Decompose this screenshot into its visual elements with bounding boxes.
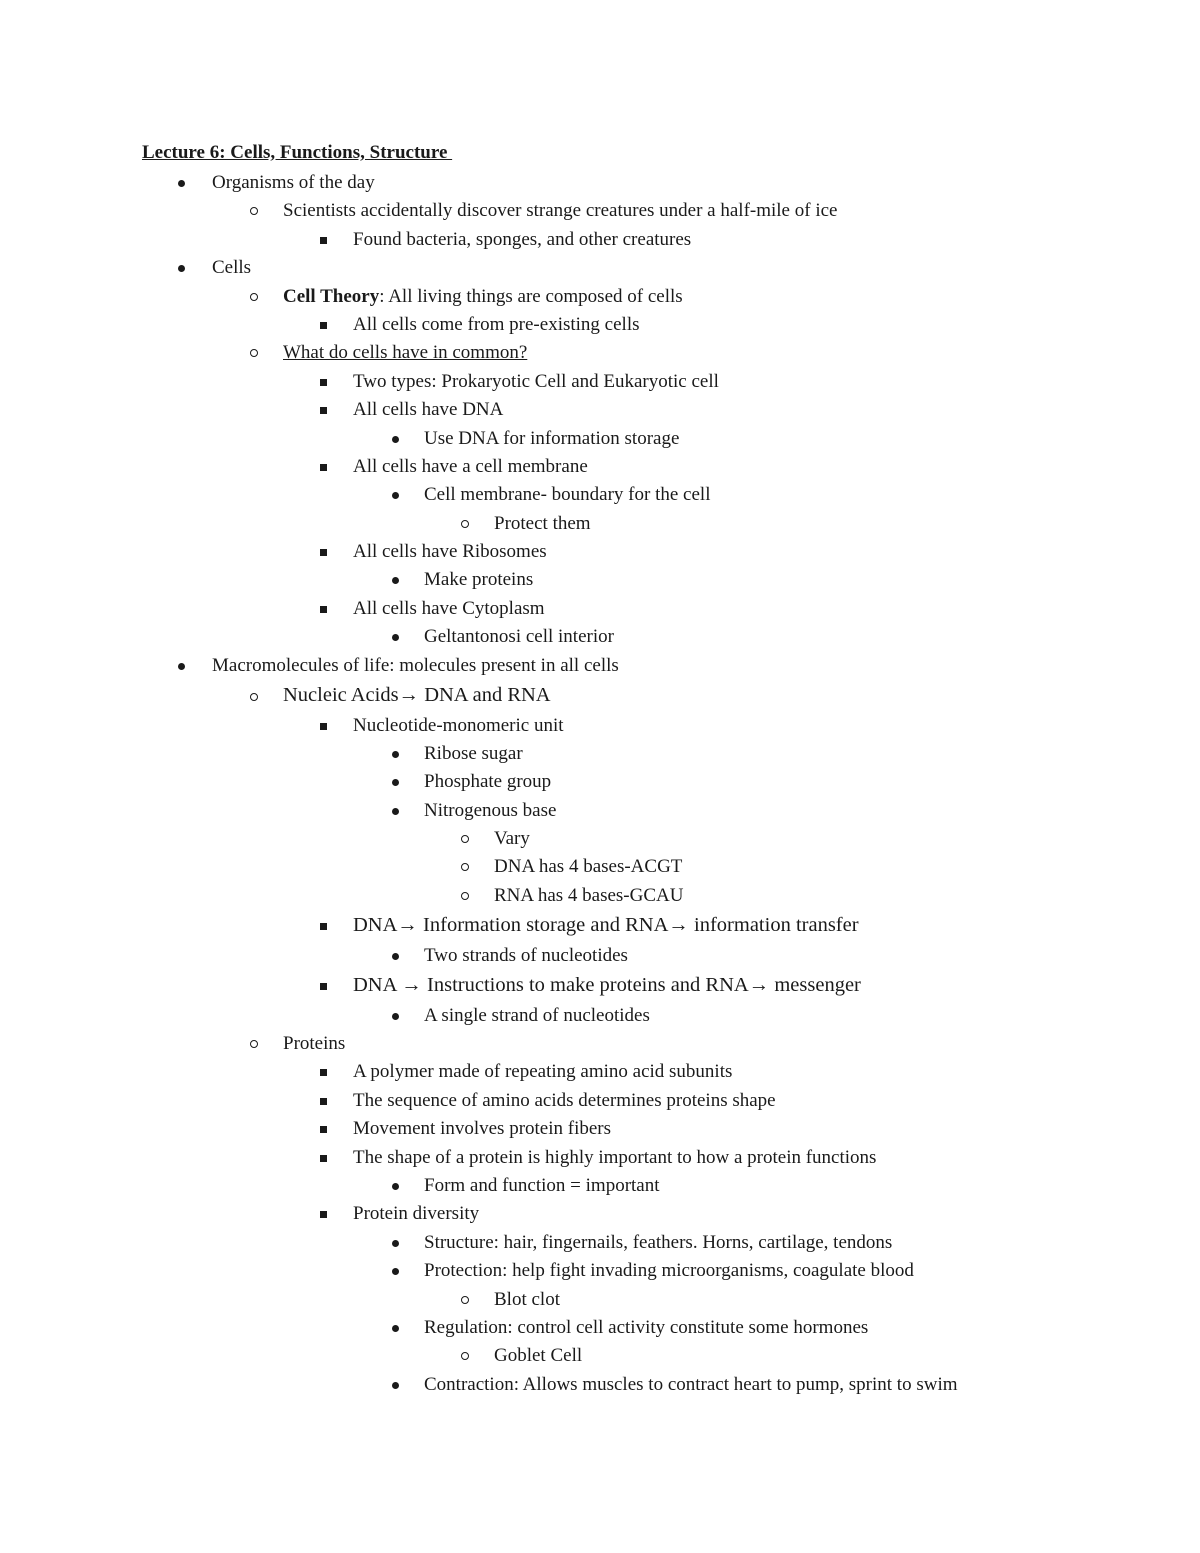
list-item-text: All cells have a cell membrane xyxy=(353,455,588,477)
list-item-text: Found bacteria, sponges, and other creatures xyxy=(353,228,692,250)
list-item-text: Form and function = important xyxy=(424,1175,660,1196)
list-item xyxy=(0,825,1200,853)
list-item-text: Goblet Cell xyxy=(494,1345,583,1367)
list-item xyxy=(0,882,1200,910)
list-item-text: Structure: hair, fingernails, feathers. Horns, cartilage, tendons xyxy=(424,1231,893,1253)
list-item-text: Regulation: control cell activity constitute some hormones xyxy=(424,1316,869,1338)
list-item xyxy=(0,1314,1200,1342)
list-item xyxy=(0,680,1200,712)
list-item-text: The sequence of amino acids determines proteins shape xyxy=(353,1089,776,1111)
list-item xyxy=(0,1172,1200,1200)
list-item xyxy=(0,623,1200,651)
list-item xyxy=(0,538,1200,566)
list-item xyxy=(0,712,1200,740)
list-item xyxy=(0,1058,1200,1086)
list-item-text xyxy=(283,339,527,367)
list-item xyxy=(0,283,1200,311)
list-item-text: DNA→ Information storage and RNA→ information transfer xyxy=(353,914,859,937)
list-item-text: Blot clot xyxy=(494,1288,560,1310)
list-item xyxy=(0,740,1200,768)
list-item-text: All cells come from pre-existing cells xyxy=(353,313,640,335)
list-item xyxy=(0,368,1200,396)
list-item xyxy=(0,1229,1200,1257)
list-item-text: Two types: Prokaryotic Cell and Eukaryotic cell xyxy=(353,370,719,392)
list-item-text: Contraction: Allows muscles to contract heart to pump, sprint to swim xyxy=(424,1373,958,1395)
list-item xyxy=(0,339,1200,367)
list-item xyxy=(0,1030,1200,1058)
list-item-text: Scientists accidentally discover strange creatures under a half-mile of ice xyxy=(283,200,838,222)
list-item-text: Nitrogenous base xyxy=(424,799,557,821)
list-item xyxy=(0,910,1200,942)
list-item-text: Protection: help fight invading microorganisms, coagulate blood xyxy=(424,1260,914,1282)
list-item-text: Vary xyxy=(494,828,530,850)
list-item-text: RNA has 4 bases-GCAU xyxy=(494,884,684,906)
list-item-text: Protein diversity xyxy=(353,1203,480,1225)
list-item xyxy=(0,1257,1200,1285)
list-item xyxy=(0,652,1200,680)
list-item xyxy=(0,1371,1200,1399)
list-item-text: Cells xyxy=(212,257,252,279)
list-item xyxy=(0,1087,1200,1115)
list-item-text: DNA → Instructions to make proteins and RNA→ messenger xyxy=(353,974,861,997)
list-item-text: Nucleic Acids→ DNA and RNA xyxy=(283,684,551,707)
list-item xyxy=(0,1200,1200,1228)
list-item-text: Protect them xyxy=(494,512,591,534)
list-item xyxy=(0,1342,1200,1370)
underlined-heading: What do cells have in common? xyxy=(283,342,528,364)
outline-list xyxy=(0,169,1200,1399)
list-item xyxy=(0,768,1200,796)
list-item-text: A polymer made of repeating amino acid subunits xyxy=(353,1061,733,1083)
list-item xyxy=(0,970,1200,1002)
list-item-text: All cells have Cytoplasm xyxy=(353,597,545,619)
list-item xyxy=(0,1002,1200,1030)
list-item-text: Make proteins xyxy=(424,569,534,591)
list-item-text: Macromolecules of life: molecules present in all cells xyxy=(212,654,619,676)
list-item xyxy=(0,254,1200,282)
list-item xyxy=(0,595,1200,623)
list-item xyxy=(0,510,1200,538)
term-definition: : All living things are composed of cells xyxy=(379,285,683,307)
list-item-text: DNA has 4 bases-ACGT xyxy=(494,856,683,878)
list-item xyxy=(0,396,1200,424)
list-item xyxy=(0,425,1200,453)
list-item xyxy=(0,566,1200,594)
list-item-text: Geltantonosi cell interior xyxy=(424,626,614,648)
list-item xyxy=(0,797,1200,825)
list-item xyxy=(0,1144,1200,1172)
list-item-text: The shape of a protein is highly important to how a protein functions xyxy=(353,1146,877,1168)
list-item xyxy=(0,197,1200,225)
list-item-text xyxy=(283,283,683,311)
list-item xyxy=(0,853,1200,881)
list-item-text: A single strand of nucleotides xyxy=(424,1004,650,1026)
list-item xyxy=(0,169,1200,197)
list-item-text: Proteins xyxy=(283,1033,346,1055)
page-title: Lecture 6: Cells, Functions, Structure xyxy=(142,142,453,163)
list-item-text: Organisms of the day xyxy=(212,172,375,193)
list-item xyxy=(0,481,1200,509)
list-item xyxy=(0,311,1200,339)
bold-term: Cell Theory xyxy=(283,285,380,307)
list-item xyxy=(0,453,1200,481)
list-item-text: Nucleotide-monomeric unit xyxy=(353,714,564,736)
list-item-text: Ribose sugar xyxy=(424,742,523,764)
list-item-text: All cells have Ribosomes xyxy=(353,541,547,563)
list-item-text: Use DNA for information storage xyxy=(424,427,680,449)
list-item-text: Cell membrane- boundary for the cell xyxy=(424,484,711,506)
list-item-text: Two strands of nucleotides xyxy=(424,944,628,966)
list-item-text: Phosphate group xyxy=(424,771,552,793)
list-item-text: All cells have DNA xyxy=(353,399,504,421)
list-item xyxy=(0,942,1200,970)
list-item-text: Movement involves protein fibers xyxy=(353,1118,612,1140)
list-item xyxy=(0,1286,1200,1314)
list-item xyxy=(0,226,1200,254)
list-item xyxy=(0,1115,1200,1143)
